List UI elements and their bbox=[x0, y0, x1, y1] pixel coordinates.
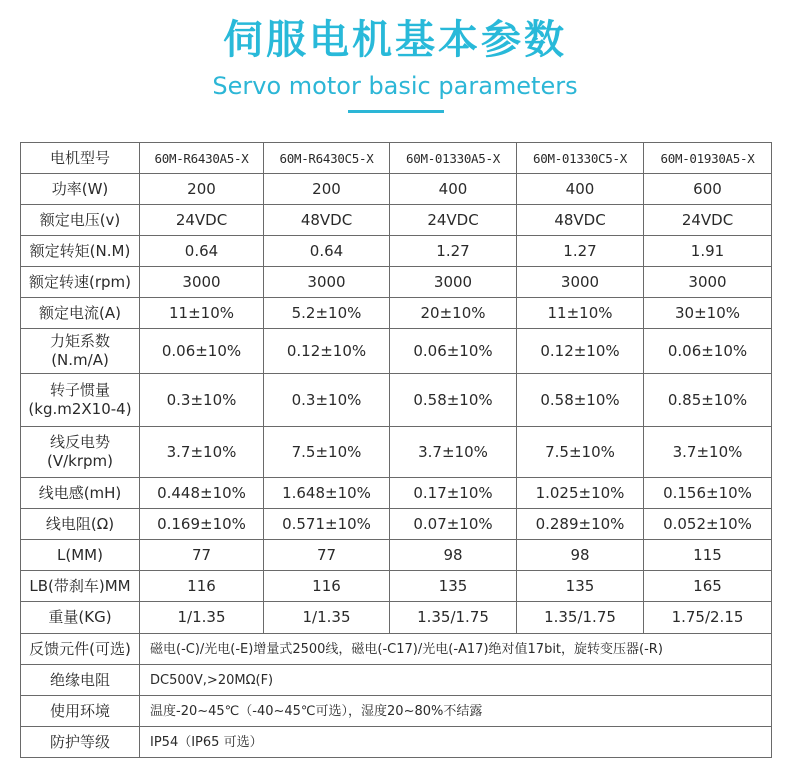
page-title: 伺服电机基本参数 bbox=[223, 17, 567, 63]
table-cell: 135 bbox=[517, 571, 644, 602]
row-label bbox=[21, 174, 140, 205]
table-cell: 1/1.35 bbox=[140, 602, 264, 634]
table-row bbox=[21, 602, 772, 634]
row-label bbox=[21, 427, 140, 478]
table-cell: 1.27 bbox=[517, 236, 644, 267]
row-label bbox=[21, 236, 140, 267]
table-cell: 0.571±10% bbox=[264, 509, 390, 540]
table-row bbox=[21, 478, 772, 509]
table-row bbox=[21, 634, 772, 665]
table-cell: 400 bbox=[390, 174, 517, 205]
row-label-text: (V/krpm) bbox=[46, 452, 113, 470]
table-cell: 0.58±10% bbox=[390, 374, 517, 427]
table-cell: 0.85±10% bbox=[644, 374, 772, 427]
row-label-text: 电机型号 bbox=[49, 148, 110, 167]
table-cell: 3000 bbox=[517, 267, 644, 298]
table-row bbox=[21, 298, 772, 329]
row-label: 防护等级 bbox=[21, 727, 140, 758]
table-cell: 0.448±10% bbox=[140, 478, 264, 509]
table-cell: 0.12±10% bbox=[517, 329, 644, 374]
table-cell: 磁电(-C)/光电(-E)增量式2500线，磁电(-C17)/光电(-A17)绝对值17bit，旋转变压器(-R) bbox=[140, 634, 772, 665]
row-label-text: 力矩系数 bbox=[49, 332, 110, 350]
table-row bbox=[21, 727, 772, 758]
table-cell: 0.64 bbox=[140, 236, 264, 267]
table-cell: 24VDC bbox=[390, 205, 517, 236]
table-cell: 30±10% bbox=[644, 298, 772, 329]
table-cell: 165 bbox=[644, 571, 772, 602]
row-label-text: L(MM) bbox=[57, 545, 103, 564]
table-row bbox=[21, 509, 772, 540]
table-cell: 1.648±10% bbox=[264, 478, 390, 509]
row-label bbox=[21, 205, 140, 236]
row-label-text: 转子惯量 bbox=[49, 381, 110, 399]
table-cell: 400 bbox=[517, 174, 644, 205]
row-label bbox=[21, 571, 140, 602]
row-label bbox=[21, 478, 140, 509]
table-cell: 0.58±10% bbox=[517, 374, 644, 427]
row-label bbox=[21, 143, 140, 174]
row-label-text: 额定转矩(N.M) bbox=[29, 241, 131, 260]
row-label bbox=[21, 298, 140, 329]
table-cell: 1.35/1.75 bbox=[517, 602, 644, 634]
table-row bbox=[21, 236, 772, 267]
table-cell: 1.35/1.75 bbox=[390, 602, 517, 634]
row-label-text: 线反电势 bbox=[49, 433, 110, 451]
table-cell: 0.06±10% bbox=[140, 329, 264, 374]
table-cell: 3.7±10% bbox=[140, 427, 264, 478]
table-cell: 0.06±10% bbox=[644, 329, 772, 374]
table-cell: 24VDC bbox=[644, 205, 772, 236]
parameter-table bbox=[20, 142, 772, 758]
table-row bbox=[21, 665, 772, 696]
table-cell: 48VDC bbox=[517, 205, 644, 236]
table-cell: 1.75/2.15 bbox=[644, 602, 772, 634]
page-subtitle: Servo motor basic parameters bbox=[212, 72, 578, 100]
row-label: 使用环境 bbox=[21, 696, 140, 727]
table-cell: 200 bbox=[264, 174, 390, 205]
table-cell: 0.07±10% bbox=[390, 509, 517, 540]
table-cell: 48VDC bbox=[264, 205, 390, 236]
table-cell: 60M-R6430C5-X bbox=[264, 143, 390, 174]
table-row bbox=[21, 427, 772, 478]
table-cell: 3.7±10% bbox=[390, 427, 517, 478]
row-label: 反馈元件(可选) bbox=[21, 634, 140, 665]
row-label-text: 线电感(mH) bbox=[38, 483, 122, 502]
table-cell: 1.91 bbox=[644, 236, 772, 267]
table-cell: 0.3±10% bbox=[264, 374, 390, 427]
table-row bbox=[21, 540, 772, 571]
table-cell: 7.5±10% bbox=[517, 427, 644, 478]
table-cell: 60M-R6430A5-X bbox=[140, 143, 264, 174]
row-label-text: 功率(W) bbox=[51, 179, 109, 198]
row-label bbox=[21, 329, 140, 374]
table-cell: 7.5±10% bbox=[264, 427, 390, 478]
row-label-text: 额定电流(A) bbox=[39, 303, 121, 322]
table-cell: 11±10% bbox=[140, 298, 264, 329]
table-cell: 0.156±10% bbox=[644, 478, 772, 509]
row-label bbox=[21, 540, 140, 571]
row-label-text: 额定转速(rpm) bbox=[28, 272, 131, 291]
table-cell: 116 bbox=[140, 571, 264, 602]
row-label bbox=[21, 509, 140, 540]
table-cell: 115 bbox=[644, 540, 772, 571]
table-row bbox=[21, 174, 772, 205]
table-cell: 3.7±10% bbox=[644, 427, 772, 478]
table-cell: 24VDC bbox=[140, 205, 264, 236]
table-cell: 60M-01930A5-X bbox=[644, 143, 772, 174]
table-cell: 98 bbox=[517, 540, 644, 571]
table-cell: IP54（IP65 可选） bbox=[140, 727, 772, 758]
row-label-text: LB(带刹车)MM bbox=[29, 576, 131, 595]
row-label-text: 额定电压(v) bbox=[39, 210, 121, 229]
table-cell: 0.052±10% bbox=[644, 509, 772, 540]
table-cell: 1.025±10% bbox=[517, 478, 644, 509]
table-row bbox=[21, 571, 772, 602]
table-cell: 200 bbox=[140, 174, 264, 205]
row-label-text: (kg.m2X10-4) bbox=[28, 400, 132, 418]
table-cell: 60M-01330C5-X bbox=[517, 143, 644, 174]
table-cell: 0.12±10% bbox=[264, 329, 390, 374]
table-cell: 0.17±10% bbox=[390, 478, 517, 509]
table-cell: 60M-01330A5-X bbox=[390, 143, 517, 174]
table-cell: 温度-20~45℃（-40~45℃可选），湿度20~80%不结露 bbox=[140, 696, 772, 727]
table-cell: 1.27 bbox=[390, 236, 517, 267]
table-cell: 116 bbox=[264, 571, 390, 602]
table-row bbox=[21, 267, 772, 298]
table-cell: 0.3±10% bbox=[140, 374, 264, 427]
table-cell: 11±10% bbox=[517, 298, 644, 329]
row-label-text: (N.m/A) bbox=[51, 351, 109, 369]
table-row bbox=[21, 329, 772, 374]
table-cell: DC500V,>20MΩ(F) bbox=[140, 665, 772, 696]
row-label-text: 重量(KG) bbox=[48, 608, 112, 626]
table-cell: 0.169±10% bbox=[140, 509, 264, 540]
table-cell: 5.2±10% bbox=[264, 298, 390, 329]
row-label bbox=[21, 267, 140, 298]
table-cell: 135 bbox=[390, 571, 517, 602]
table-cell: 0.06±10% bbox=[390, 329, 517, 374]
table-cell: 3000 bbox=[264, 267, 390, 298]
table-cell: 77 bbox=[140, 540, 264, 571]
table-cell: 77 bbox=[264, 540, 390, 571]
table-row bbox=[21, 143, 772, 174]
table-cell: 1/1.35 bbox=[264, 602, 390, 634]
table-cell: 3000 bbox=[644, 267, 772, 298]
table-row bbox=[21, 374, 772, 427]
table-cell: 3000 bbox=[140, 267, 264, 298]
row-label-text: 线电阻(Ω) bbox=[45, 514, 115, 533]
table-cell: 3000 bbox=[390, 267, 517, 298]
table-cell: 98 bbox=[390, 540, 517, 571]
row-label bbox=[21, 602, 140, 634]
title-underline bbox=[348, 110, 444, 113]
table-row bbox=[21, 696, 772, 727]
table-cell: 0.289±10% bbox=[517, 509, 644, 540]
table-cell: 20±10% bbox=[390, 298, 517, 329]
row-label: 绝缘电阻 bbox=[21, 665, 140, 696]
row-label bbox=[21, 374, 140, 427]
table-row bbox=[21, 205, 772, 236]
table-cell: 600 bbox=[644, 174, 772, 205]
table-cell: 0.64 bbox=[264, 236, 390, 267]
